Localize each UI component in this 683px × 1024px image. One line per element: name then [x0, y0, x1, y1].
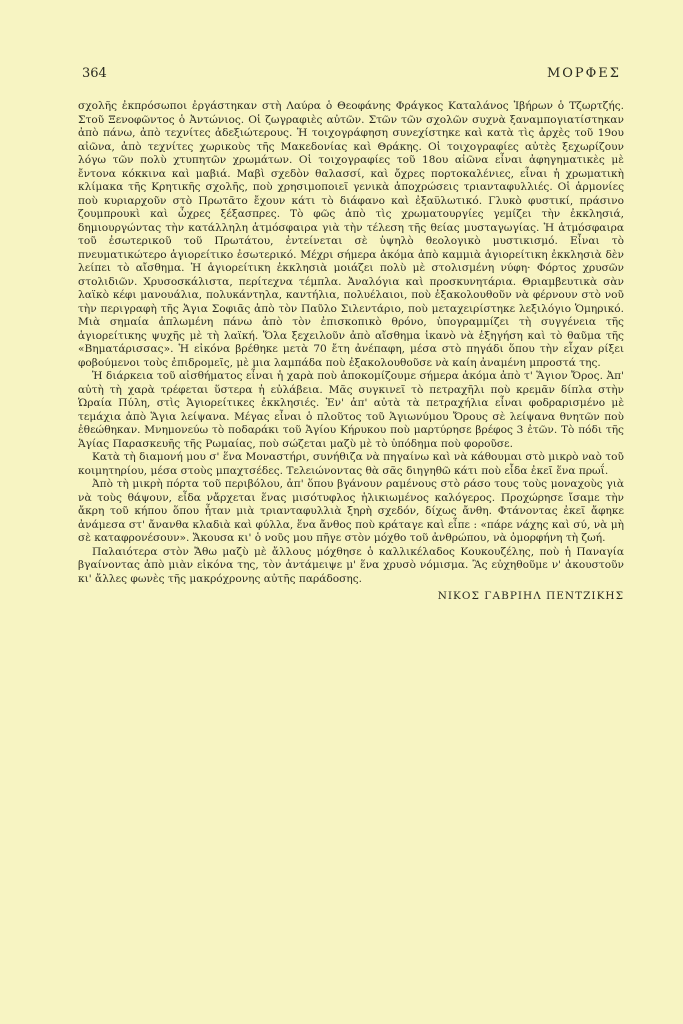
paragraph: σχολῆς ἐκπρόσωποι ἐργάστηκαν στὴ Λαύρα ὁ Θεοφάνης Φράγκος Καταλάνος Ἰβήρων ὁ Τζωρτζής. Στοῦ Ξενοφῶντος ὁ Ἀντώνιος. Οἱ ζωγραφιὲς αὐτῶν. Στῶν τῶν σχολῶν συχνὰ ξαναμπογιατίστηκαν ἀπὸ πάνω, ἀπὸ τεχνίτες ἀδεξιώτερους. Ἡ τοιχογράφηση συνεχίστηκε καὶ κατὰ τὶς ἀρχὲς τοῦ 19ου αἰῶνα, ἀπὸ τεχνίτες χωρικοὺς τῆς Μακεδονίας καὶ Θράκης. Οἱ τοιχογραφίες αὐτὲς ξεχωρίζουν λόγω τῶν πολὺ χτυπητῶν χρωμάτων. Οἱ τοιχογραφίες τοῦ 18ου αἰῶνα εἶναι ἀφηγηματικὲς μὲ ἔντονα κόκκινα καὶ μαβιά. Μαβὶ σχεδὸν θαλασσί, καὶ ὄχρες πορτοκαλένιες, εἶναι ἡ χρωματικὴ κλίμακα τῆς Κρητικῆς σχολῆς, ποὺ χρησιμοποιεῖ γενικὰ ἀποχρώσεις τριανταφυλλιές. Οἱ ἁρμονίες ποὺ κυριαρχοῦν στὸ Πρωτᾶτο ἔχουν κάτι τὸ διάφανο καὶ ἐξαϋλωτικό. Γλυκὸ φυστικί, πράσινο ζουμπρουκὶ καὶ ὦχρες ξέξασπρες. Τὸ φῶς ἀπὸ τὶς χρωματουργίες γεμίζει τὴν ἐκκλησιά, δημιουργώντας τὴν κατάλληλη ἀτμόσφαιρα γιὰ τὴν τέλεση τῆς θείας μυσταγωγίας. Ἡ ἀτμόσφαιρα τοῦ ἐσωτερικοῦ τοῦ Πρωτάτου, ἐντείνεται σὲ ὑψηλὸ θεολογικὸ μυστικισμό. Εἶναι τὸ πνευματικώτερο ἁγιορείτικο ἐσωτερικό. Μέχρι σήμερα ἀκόμα ἀπὸ καμμιὰ ἁγιορείτικη ἐκκλησιὰ δὲν λείπει τὸ αἴσθημα. Ἡ ἁγιορείτικη ἐκκλησιὰ μοιάζει πολὺ μὲ στολισμένη νύφη· Φόρτος χρυσῶν στολιδιῶν. Χρυσοσκάλιστα, περίτεχνα τέμπλα. Ἀναλόγια καὶ προσκυνητάρια. Θριαμβευτικὰ σὰν λαϊκὸ κέφι μανουάλια, πολυκάντηλα, καντήλια, πολυέλαιοι, ποὺ ἐξακολουθοῦν νὰ φέρνουν στὸ νοῦ τὴν περιγραφὴ τῆς Ἁγια Σοφιᾶς ἀπὸ τὸν Παῦλο Σιλεντάριο, ποὺ μεταχειρίστηκε λεξιλόγιο Ὁμηρικό. Μιὰ σημαία ἀπλωμένη πάνω ἀπὸ τὸν ἐπισκοπικὸ θρόνο, ὑπογραμμίζει τὴ συγγένεια τῆς ἁγιορείτικης ψυχῆς μὲ τὴ λαϊκή. Ὅλα ξεχειλοῦν ἀπὸ αἴσθημα ἱκανὸ νὰ ἐξηγήση καὶ τὸ θαῦμα τῆς «Βηματάρισσας». Ἡ εἰκόνα βρέθηκε μετὰ 70 ἔτη ἀνέπαφη, μέσα στὸ πηγάδι ὅπου τὴν εἶχαν ρίξει φοβούμενοι τοὺς ἐπιδρομεῖς, μὲ μια λαμπάδα ποὺ ἐξακολουθοῦσε νὰ καίη ἀναμένη μπροστά της.: [78, 100, 624, 369]
journal-title: ΜΟΡΦΕΣ: [546, 66, 621, 81]
author-signature: ΝΙΚΟΣ ΓΑΒΡΙΗΛ ΠΕΝΤΖΙΚΗΣ: [437, 590, 624, 602]
paragraph: Ἡ διάρκεια τοῦ αἰσθήματος εἶναι ἡ χαρὰ ποὺ ἀποκομίζουμε σήμερα ἀκόμα ἀπὸ τ' Ἅγιον Ὄρος. Ἀπ' αὐτὴ τὴ χαρὰ τρέφεται ὕστερα ἡ εὐλάβεια. Μᾶς συγκινεῖ τὸ πετραχῆλι ποὺ κρεμᾶν δίπλα στὴν Ὡραία Πύλη, στὶς Ἁγιορείτικες ἐκκλησιές. Ἐν' ἀπ' αὐτὰ τὰ πετραχήλια εἶναι φοδραρισμένο μὲ τεμάχια ἀπὸ Ἅγια λείψανα. Μέγας εἶναι ὁ πλοῦτος τοῦ Ἁγιωνύμου Ὄρους σὲ λείψανα θνητῶν ποὺ ἐθεώθηκαν. Μνημονεύω τὸ ποδαράκι τοῦ Ἁγίου Κήρυκου ποὺ μαρτύρησε βρέφος 3 ἐτῶν. Τὸ πόδι τῆς Ἁγίας Παρασκευῆς τῆς Ρωμαίας, ποὺ σώζεται μαζὺ μὲ τὸ ὑπόδημα ποὺ φοροῦσε.: [78, 370, 624, 450]
page-number: 364: [82, 66, 107, 81]
page-header: [82, 66, 621, 81]
paragraph: Παλαιότερα στὸν Ἄθω μαζὺ μὲ ἄλλους μόχθησε ὁ καλλικέλαδος Κουκουζέλης, ποὺ ἡ Παναγία βγαίνοντας ἀπὸ μιὰν εἰκόνα της, τὸν ἀντάμειψε μ' ἕνα χρυσὸ νόμισμα. Ἂς εὐχηθοῦμε ν' ἀκουστοῦν κι' ἄλλες φωνὲς τῆς μακρόχρονης αὐτῆς παράδοσης.: [78, 545, 624, 585]
article-body: [78, 100, 624, 602]
paragraph: Κατὰ τὴ διαμονή μου σ' ἕνα Μοναστήρι, συνήθιζα νὰ πηγαίνω καὶ νὰ κάθουμαι στὸ μικρὸ ναὸ τοῦ κοιμητηρίου, μέσα στοὺς μπαχτσέδες. Τελειώνοντας θὰ σᾶς διηγηθῶ κάτι ποὺ εἶδα ἐκεῖ ἕνα πρωΐ.: [78, 451, 624, 477]
paragraph: Ἀπὸ τὴ μικρὴ πόρτα τοῦ περιβόλου, ἀπ' ὅπου βγάνουν ραμένους στὸ ράσο τους τοὺς μοναχοὺς γιὰ νὰ τοὺς θάψουν, εἶδα νἄρχεται ἕνας μισότυφλος ἡλικιωμένος καλόγερος. Προχώρησε ἴσαμε τὴν ἄκρη τοῦ κήπου ὅπου ἦταν μιὰ τριανταφυλλιὰ ξηρὴ σχεδόν, δίχως ἄνθη. Φτάνοντας ἐκεῖ ἄφηκε ἀνάμεσα στ' ἄνανθα κλαδιὰ καὶ φύλλα, ἕνα ἄνθος ποὺ κράταγε καὶ εἶπε : «πάρε νάχης καὶ σύ, νὰ μὴ σὲ καταφρονέσουν». Ἄκουσα κι' ὁ νοῦς μου πῆγε στὸν μόχθο τοῦ ἀνθρώπου, νὰ ὀμορφήνη τὴ ζωή.: [78, 478, 624, 544]
